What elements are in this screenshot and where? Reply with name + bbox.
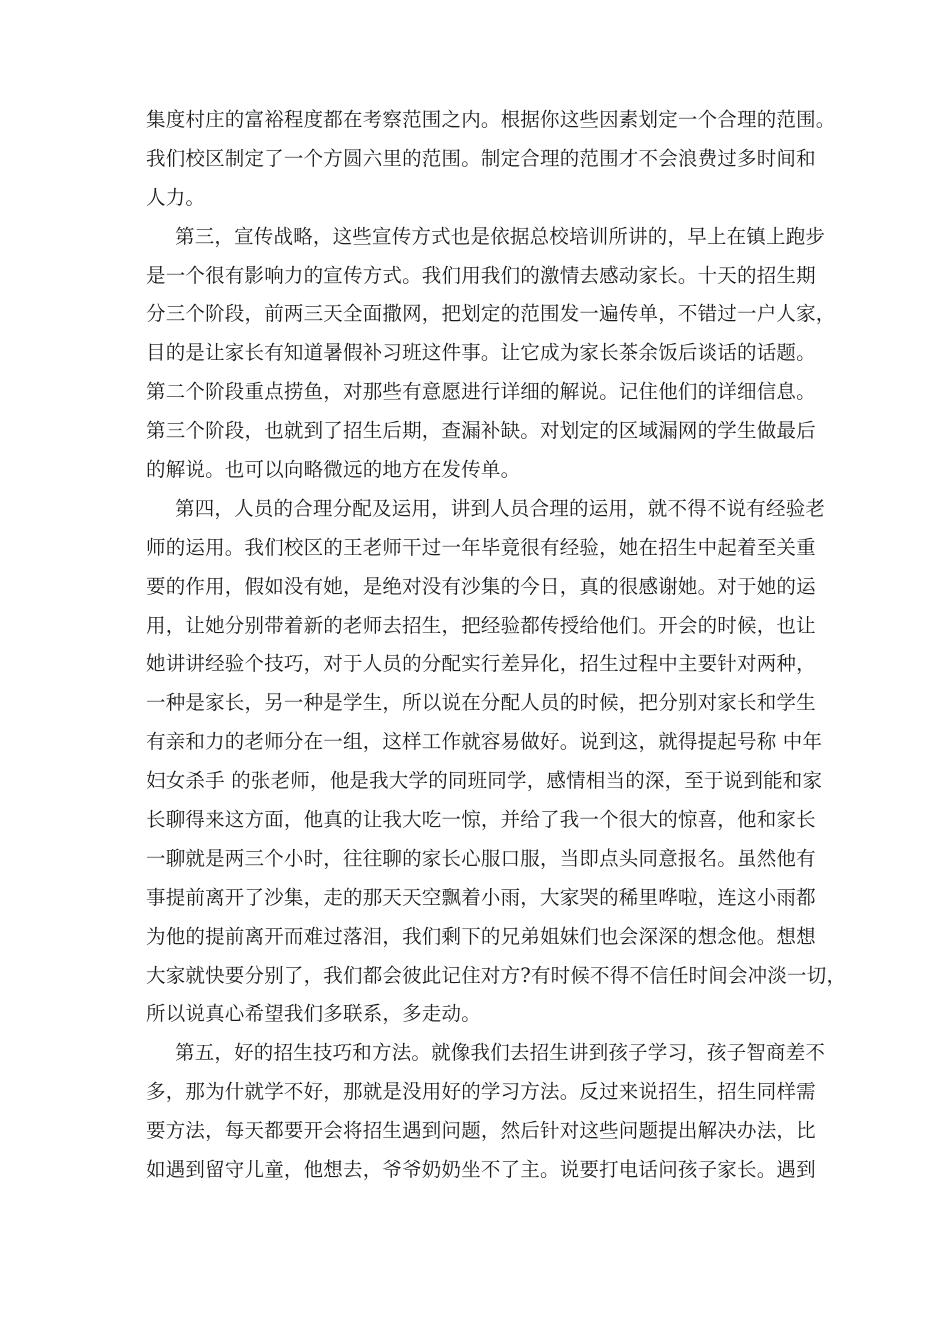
paragraph-start-line: 第三，宣传战略，这些宣传方式也是依据总校培训所讲的，早上在镇上跑步 [175, 224, 826, 248]
text-line: 用，让她分别带着新的老师去招生，把经验都传授给他们。开会的时候，也让 [146, 613, 816, 637]
text-line: 她讲讲经验个技巧，对于人员的分配实行差异化，招生过程中主要针对两种， [146, 652, 816, 676]
text-line: 长聊得来这方面，他真的让我大吃一惊，并给了我一个很大的惊喜，他和家长 [146, 808, 816, 832]
text-line: 有亲和力的老师分在一组，这样工作就容易做好。说到这，就得提起号称 中年 [146, 730, 823, 754]
text-line: 的解说。也可以向略微远的地方在发传单。 [146, 458, 521, 482]
text-line: 是一个很有影响力的宣传方式。我们用我们的激情去感动家长。十天的招生期 [146, 263, 816, 287]
text-line: 一聊就是两三个小时，往往聊的家长心服口服，当即点头同意报名。虽然他有 [146, 846, 816, 870]
text-line: 要方法，每天都要开会将招生遇到问题，然后针对这些问题提出解决办法，比 [146, 1119, 816, 1143]
text-line: 为他的提前离开而难过落泪，我们剩下的兄弟姐妹们也会深深的想念他。想想 [146, 924, 816, 948]
text-line: 事提前离开了沙集，走的那天天空飘着小雨，大家哭的稀里哗啦，连这小雨都 [146, 885, 816, 909]
text-line: 大家就快要分别了，我们都会彼此记住对方?有时候不得不信任时间会冲淡一切， [146, 963, 847, 987]
text-line: 第二个阶段重点捞鱼，对那些有意愿进行详细的解说。记住他们的详细信息。 [146, 380, 816, 404]
text-line: 师的运用。我们校区的王老师干过一年毕竟很有经验，她在招生中起着至关重 [146, 535, 816, 559]
text-line: 要的作用，假如没有她，是绝对没有沙集的今日，真的很感谢她。对于她的运 [146, 574, 816, 598]
text-line: 第三个阶段，也就到了招生后期，查漏补缺。对划定的区域漏网的学生做最后 [146, 419, 816, 443]
text-line: 我们校区制定了一个方圆六里的范围。制定合理的范围才不会浪费过多时间和 [146, 146, 816, 170]
paragraph-start-line: 第五，好的招生技巧和方法。就像我们去招生讲到孩子学习，孩子智商差不 [175, 1041, 826, 1065]
document-body-text [146, 101, 847, 1190]
text-line: 多，那为什就学不好，那就是没用好的学习方法。反过来说招生，招生同样需 [146, 1080, 816, 1104]
text-line: 目的是让家长有知道暑假补习班这件事。让它成为家长茶余饭后谈话的话题。 [146, 341, 816, 365]
text-line: 如遇到留守儿童，他想去，爷爷奶奶坐不了主。说要打电话问孩子家长。遇到 [146, 1158, 816, 1182]
text-line: 一种是家长，另一种是学生，所以说在分配人员的时候，把分别对家长和学生 [146, 691, 816, 715]
text-line: 集度村庄的富裕程度都在考察范围之内。根据你这些因素划定一个合理的范围。 [146, 108, 836, 131]
text-line: 妇女杀手 的张老师，他是我大学的同班同学，感情相当的深，至于说到能和家 [146, 769, 823, 793]
text-line: 所以说真心希望我们多联系，多走动。 [146, 1002, 481, 1026]
paragraph-start-line: 第四，人员的合理分配及运用，讲到人员合理的运用，就不得不说有经验老 [175, 496, 826, 520]
text-line: 人力。 [146, 185, 206, 209]
text-line: 分三个阶段，前两三天全面撒网，把划定的范围发一遍传单，不错过一户人家， [146, 302, 836, 326]
